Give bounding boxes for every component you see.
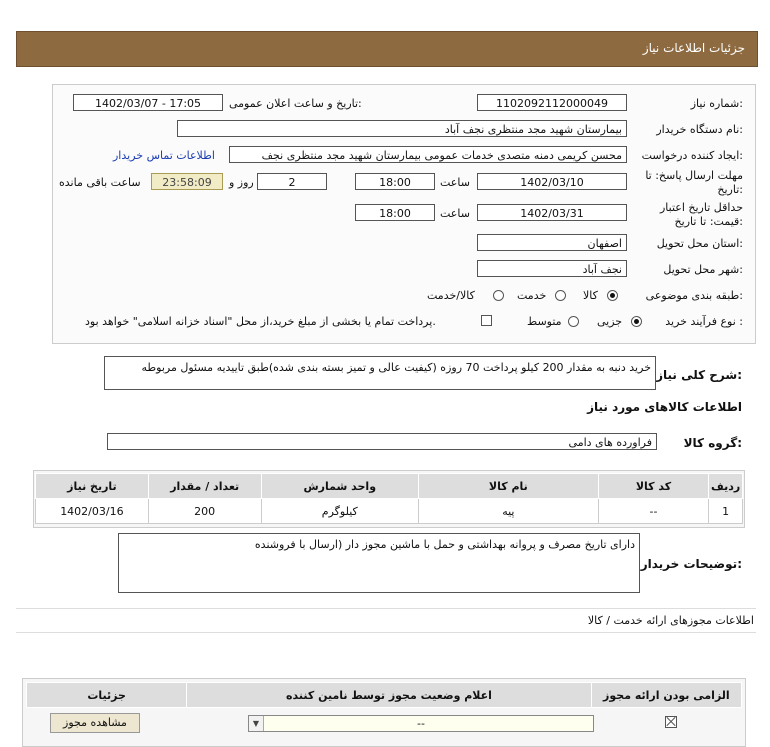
- requester-label: ایجاد کننده درخواست:: [641, 149, 743, 162]
- buyer-org-label: نام دستگاه خریدار:: [656, 123, 743, 136]
- col-date: تاریخ نیاز: [36, 474, 149, 499]
- col-code: کد کالا: [598, 474, 709, 499]
- goods-group-field[interactable]: فراورده های دامی: [107, 433, 657, 450]
- announce-label: تاریخ و ساعت اعلان عمومی:: [229, 97, 362, 110]
- validity-time-label: ساعت: [440, 207, 470, 220]
- col-unit: واحد شمارش: [261, 474, 418, 499]
- cell-code: --: [598, 499, 709, 524]
- process-label: نوع فرآیند خرید :: [665, 315, 743, 328]
- days-label: روز و: [229, 176, 254, 189]
- deadline-time-field[interactable]: 18:00: [355, 173, 435, 190]
- col-row: ردیف: [709, 474, 743, 499]
- cell-date: 1402/03/16: [36, 499, 149, 524]
- category-radio-goods[interactable]: [607, 290, 618, 301]
- process-radio-medium[interactable]: [568, 316, 579, 327]
- col-qty: تعداد / مقدار: [148, 474, 261, 499]
- col-permit-details: جزئیات: [27, 683, 187, 708]
- col-name: نام کالا: [418, 474, 598, 499]
- treasury-payment-checkbox[interactable]: [481, 315, 492, 326]
- remaining-timer: 23:58:09: [151, 173, 223, 190]
- buyer-notes-label: توضیحات خریدار:: [640, 557, 742, 571]
- days-field[interactable]: 2: [257, 173, 327, 190]
- deadline-date-field[interactable]: 1402/03/10: [477, 173, 627, 190]
- permits-title: اطلاعات مجوزهای ارائه خدمت / کالا: [587, 614, 754, 627]
- city-label: شهر محل تحویل:: [663, 263, 743, 276]
- goods-table-wrap: [33, 470, 745, 528]
- need-number-field[interactable]: 1102092112000049: [477, 94, 627, 111]
- validity-time-field[interactable]: 18:00: [355, 204, 435, 221]
- summary-field[interactable]: خرید دنبه به مقدار 200 کیلو پرداخت 70 روزه (کیفیت عالی و تمیز بسته بندی شده)طبق تاییدیه مسئول مربوطه: [104, 356, 656, 390]
- province-label: استان محل تحویل:: [656, 237, 743, 250]
- process-option-minor: جزیی: [597, 315, 623, 328]
- permit-status-select[interactable]: [248, 715, 594, 732]
- buyer-org-field[interactable]: بیمارستان شهید مجد منتظری نجف آباد: [177, 120, 627, 137]
- requester-field[interactable]: محسن کریمی دمنه متصدی خدمات عمومی بیمارستان شهید مجد منتظری نجف: [229, 146, 627, 163]
- deadline-time-label: ساعت: [440, 176, 470, 189]
- category-option-goods: کالا: [583, 289, 598, 302]
- cell-row: 1: [709, 499, 743, 524]
- province-field[interactable]: اصفهان: [477, 234, 627, 251]
- buyer-contact-link[interactable]: اطلاعات تماس خریدار: [113, 149, 215, 162]
- col-permit-required: الزامی بودن ارائه مجوز: [591, 683, 741, 708]
- validity-label-1: حداقل تاریخ اعتبار: [659, 201, 743, 214]
- summary-label: شرح کلی نیاز:: [656, 368, 742, 382]
- validity-date-field[interactable]: 1402/03/31: [477, 204, 627, 221]
- category-radio-goods-service[interactable]: [493, 290, 504, 301]
- need-info-panel: [52, 84, 756, 344]
- permit-status-value: --: [417, 717, 425, 730]
- process-radio-minor[interactable]: [631, 316, 642, 327]
- remaining-label: ساعت باقی مانده: [59, 176, 141, 189]
- view-permit-button[interactable]: مشاهده مجوز: [50, 713, 140, 733]
- treasury-payment-note: پرداخت تمام یا بخشی از مبلغ خرید،از محل "اسناد خزانه اسلامی" خواهد بود.: [85, 315, 436, 328]
- process-option-medium: متوسط: [527, 315, 562, 328]
- category-label: طبقه بندی موضوعی:: [645, 289, 743, 302]
- cell-unit: کیلوگرم: [261, 499, 418, 524]
- col-permit-status: اعلام وضعیت مجوز توسط نامین کننده: [187, 683, 592, 708]
- buyer-notes-field[interactable]: دارای تاریخ مصرف و پروانه بهداشتی و حمل با ماشین مجوز دار (ارسال با فروشنده: [118, 533, 640, 593]
- cell-qty: 200: [148, 499, 261, 524]
- section-divider: [16, 632, 756, 633]
- validity-label-2: قیمت: تا تاریخ:: [674, 215, 743, 228]
- deadline-label-1: مهلت ارسال پاسخ: تا: [645, 169, 743, 182]
- goods-group-label: گروه کالا:: [683, 436, 742, 450]
- permits-table: [26, 682, 742, 708]
- page-header: [16, 31, 758, 67]
- need-number-label: شماره نیاز:: [690, 97, 743, 110]
- cell-name: پیه: [418, 499, 598, 524]
- chevron-down-icon: ▼: [249, 716, 264, 731]
- announce-field[interactable]: 1402/03/07 - 17:05: [73, 94, 223, 111]
- permit-required-checkbox[interactable]: [665, 716, 677, 728]
- section-divider: [16, 608, 756, 609]
- page-title: جزئیات اطلاعات نیاز: [642, 41, 745, 55]
- goods-section-title: اطلاعات کالاهای مورد نیاز: [587, 400, 742, 414]
- table-row[interactable]: [36, 499, 743, 524]
- city-field[interactable]: نجف آباد: [477, 260, 627, 277]
- deadline-label-2: تاریخ:: [717, 183, 743, 196]
- category-option-service: خدمت: [517, 289, 547, 302]
- category-option-goods-service: کالا/خدمت: [427, 289, 475, 302]
- category-radio-service[interactable]: [555, 290, 566, 301]
- goods-table: [35, 473, 743, 524]
